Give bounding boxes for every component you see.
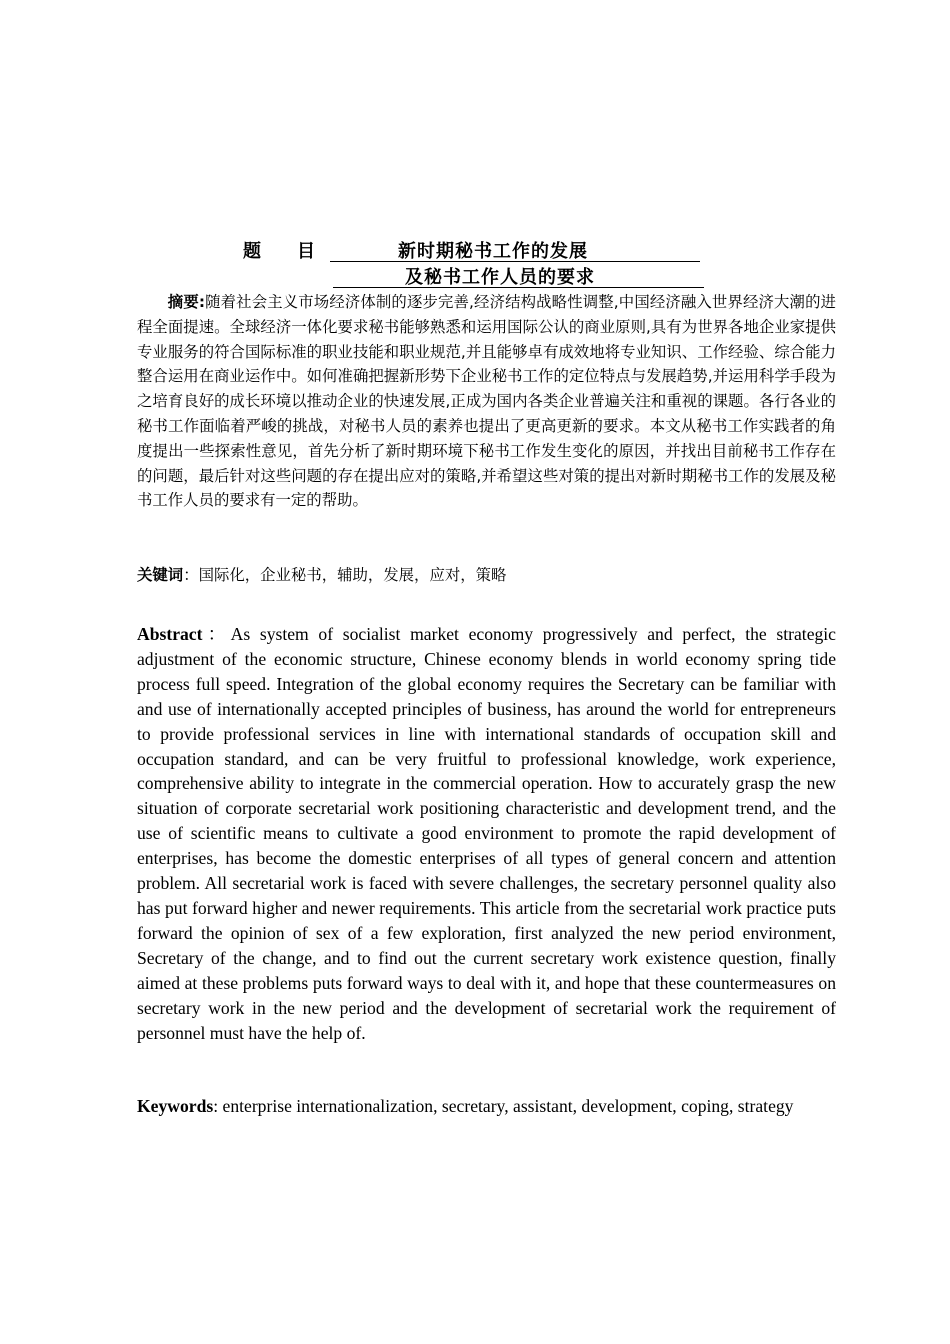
title-label: 题 目 [243, 241, 315, 262]
title-row-2 [0, 263, 950, 289]
title-line-1: 新时期秘书工作的发展 [330, 237, 700, 262]
chinese-keywords [137, 563, 836, 587]
chinese-keywords-label: 关键词 [137, 566, 184, 584]
chinese-keywords-text: ：国际化，企业秘书，辅助，发展，应对，策略 [183, 566, 507, 584]
title-line-2: 及秘书工作人员的要求 [333, 263, 704, 288]
title-block [0, 237, 950, 289]
english-abstract-label: Abstract [137, 624, 203, 644]
english-keywords-label: Keywords [137, 1096, 214, 1116]
chinese-abstract-label: 摘要: [167, 293, 205, 311]
english-abstract [137, 622, 836, 1045]
chinese-abstract [137, 290, 836, 513]
english-keywords-text: : enterprise internationalization, secretary, assistant, development, coping, strategy [213, 1096, 794, 1116]
chinese-abstract-text: 随着社会主义市场经济体制的逐步完善,经济结构战略性调整,中国经济融入世界经济大潮的进程全面提速。全球经济一体化要求秘书能够熟悉和运用国际公认的商业原则,具有为世界各地企业家提供专业服务的符合国际标准的职业技能和职业规范,并且能够卓有成效地将专业知识、工作经验、综合能力整合运用在商业运作中。如何准确把握新形势下企业秘书工作的定位特点与发展趋势,并运用科学手段为之培育良好的成长环境以推动企业的快速发展,正成为国内各类企业普遍关注和重视的课题。各行各业的秘书工作面临着严峻的挑战，对秘书人员的素养也提出了更高更新的要求。本文从秘书工作实践者的角度提出一些探索性意见，首先分析了新时期环境下秘书工作发生变化的原因，并找出目前秘书工作存在的问题，最后针对这些问题的存在提出应对的策略,并希望这些对策的提出对新时期秘书工作的发展及秘书工作人员的要求有一定的帮助。 [137, 293, 836, 510]
english-abstract-text: ：As system of socialist market economy progressively and perfect, the strategic adjustment of the economic structure, Chinese economy blends in world economy spring tide process full speed. Integration of the global economy requires the Secretary can be familiar with and use of internationally accepted principles of business, has around the world for entrepreneurs to provide professional services in line with international standards of occupation skill and occupation standard, and can be very fruitful to professional knowledge, work experience, comprehensive ability to integrate in the commercial operation. How to accurately grasp the new situation of corporate secretarial work positioning characteristic and development trend, and the use of scientific means to cultivate a good environment to promote the rapid development of enterprises, has become the domestic enterprises of all types of general concern and attention problem. All secretarial work is faced with severe challenges, the secretary personnel quality also has put forward higher and newer requirements. This article from the secretarial work practice puts forward the opinion of sex of a few exploration, first analyzed the new period environment, Secretary of the change, and to find out the current secretary work existence question, finally aimed at these problems puts forward ways to deal with it, and hope that these countermeasures on secretary work in the new period and the development of secretarial work the requirement of personnel must have the help of. [137, 624, 836, 1043]
title-row-1 [0, 237, 950, 263]
english-keywords [137, 1094, 836, 1119]
